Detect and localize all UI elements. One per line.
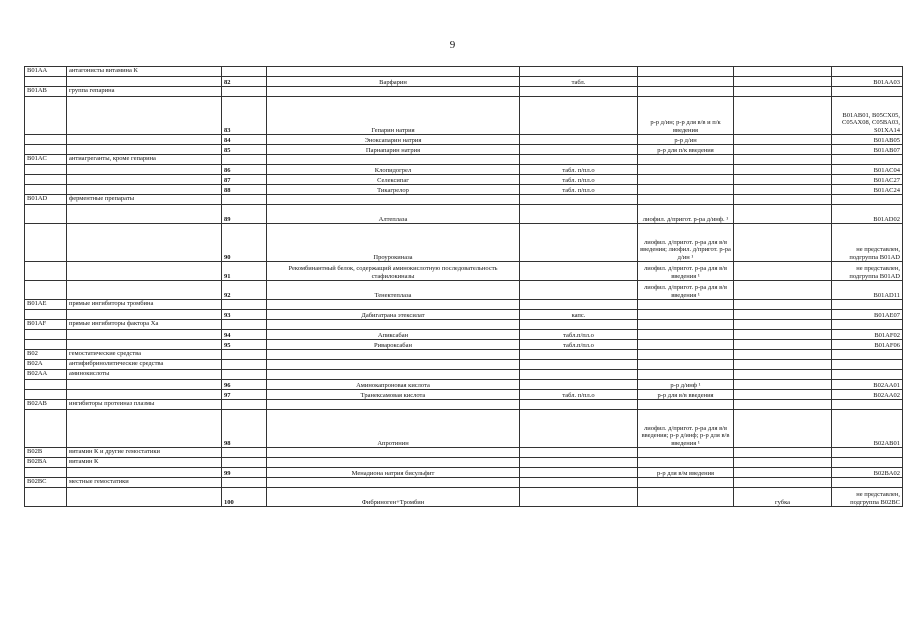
empty-cell [832, 458, 903, 468]
empty-cell [267, 458, 520, 468]
group-name: прямые ингибиторы фактора Ха [67, 320, 222, 330]
drug-row [25, 390, 903, 400]
drug-name: Фибриноген+Тромбин [267, 488, 520, 507]
drug-row [25, 135, 903, 145]
empty-cell [832, 370, 903, 380]
extra-form [734, 135, 832, 145]
category-row [25, 400, 903, 410]
route-form [638, 340, 734, 350]
drug-row [25, 165, 903, 175]
empty-cell [67, 77, 222, 87]
empty-cell [25, 97, 67, 135]
empty-cell [638, 155, 734, 165]
dosage-form [520, 135, 638, 145]
route-form: р-р д/ин [638, 135, 734, 145]
drug-name: Менадиона натрия бисульфит [267, 468, 520, 478]
empty-cell [25, 145, 67, 155]
route-form [638, 488, 734, 507]
drug-row [25, 77, 903, 87]
empty-cell [222, 458, 267, 468]
empty-cell [832, 195, 903, 205]
route-form [638, 310, 734, 320]
drug-number: 83 [222, 97, 267, 135]
empty-cell [638, 87, 734, 97]
drug-number: 84 [222, 135, 267, 145]
atc-code: B02AA02 [832, 390, 903, 400]
empty-cell [222, 320, 267, 330]
route-form [638, 175, 734, 185]
empty-cell [267, 195, 520, 205]
empty-cell [222, 478, 267, 488]
extra-form [734, 468, 832, 478]
route-form: р-р для п/к введения [638, 145, 734, 155]
empty-cell [832, 360, 903, 370]
empty-cell [734, 370, 832, 380]
dosage-form: табл. п/пл.о [520, 390, 638, 400]
empty-cell [638, 300, 734, 310]
empty-cell [25, 175, 67, 185]
dosage-form: табл.п/пл.о [520, 330, 638, 340]
drug-row [25, 262, 903, 281]
dosage-form [520, 145, 638, 155]
drug-number: 95 [222, 340, 267, 350]
atc-group-code: B02AA [25, 370, 67, 380]
empty-cell [520, 350, 638, 360]
extra-form: губка [734, 488, 832, 507]
drug-name: Дабигатрана этексилат [267, 310, 520, 320]
empty-cell [222, 360, 267, 370]
route-form: лиофил. д/пригот. р-ра для в/в введения ¹ [638, 262, 734, 281]
empty-cell [520, 155, 638, 165]
empty-cell [67, 410, 222, 448]
group-name: антифибринолитические средства [67, 360, 222, 370]
drug-name: Ривароксабан [267, 340, 520, 350]
empty-cell [222, 300, 267, 310]
extra-form [734, 310, 832, 320]
category-row [25, 320, 903, 330]
atc-group-code: B02A [25, 360, 67, 370]
empty-cell [638, 350, 734, 360]
dosage-form: табл. п/пл.о [520, 185, 638, 195]
drug-row [25, 175, 903, 185]
route-form: р-р для в/м введения [638, 468, 734, 478]
drug-row [25, 97, 903, 135]
empty-cell [25, 390, 67, 400]
atc-group-code: B01AA [25, 67, 67, 77]
empty-cell [520, 400, 638, 410]
drug-number: 85 [222, 145, 267, 155]
empty-cell [67, 390, 222, 400]
empty-cell [638, 478, 734, 488]
atc-group-code: B01AF [25, 320, 67, 330]
empty-cell [832, 155, 903, 165]
empty-cell [520, 458, 638, 468]
extra-form [734, 175, 832, 185]
drug-name: Тикагрелор [267, 185, 520, 195]
empty-cell [222, 195, 267, 205]
empty-cell [67, 330, 222, 340]
route-form: лиофил. д/пригот. р-ра для в/в введения; лиофил. д/пригот. р-ра д/ин ¹ [638, 224, 734, 262]
extra-form [734, 97, 832, 135]
empty-cell [734, 320, 832, 330]
drug-name: Апиксабан [267, 330, 520, 340]
extra-form [734, 410, 832, 448]
empty-cell [638, 448, 734, 458]
drug-table-body [25, 67, 903, 507]
group-name: антагонисты витамина К [67, 67, 222, 77]
drug-row [25, 488, 903, 507]
empty-cell [222, 370, 267, 380]
atc-group-code: B01AE [25, 300, 67, 310]
empty-cell [734, 400, 832, 410]
drug-number: 100 [222, 488, 267, 507]
empty-cell [25, 340, 67, 350]
empty-cell [222, 87, 267, 97]
empty-cell [25, 488, 67, 507]
dosage-form [520, 488, 638, 507]
empty-cell [25, 380, 67, 390]
empty-cell [25, 135, 67, 145]
empty-cell [734, 67, 832, 77]
route-form [638, 165, 734, 175]
drug-number: 90 [222, 224, 267, 262]
drug-number: 87 [222, 175, 267, 185]
empty-cell [267, 87, 520, 97]
empty-cell [520, 67, 638, 77]
extra-form [734, 281, 832, 300]
drug-row [25, 340, 903, 350]
drug-number: 91 [222, 262, 267, 281]
empty-cell [520, 320, 638, 330]
route-form: лиофил. д/пригот. р-ра для в/в введения; р-р д/инф; р-р для в/в введения ¹ [638, 410, 734, 448]
group-name: витамин К [67, 458, 222, 468]
empty-cell [832, 300, 903, 310]
category-row [25, 360, 903, 370]
dosage-form [520, 97, 638, 135]
category-row [25, 448, 903, 458]
empty-cell [67, 488, 222, 507]
empty-cell [832, 400, 903, 410]
atc-code: B01AB05 [832, 135, 903, 145]
atc-group-code: B02BC [25, 478, 67, 488]
empty-cell [25, 281, 67, 300]
empty-cell [832, 448, 903, 458]
empty-cell [25, 330, 67, 340]
drug-row [25, 310, 903, 320]
atc-code: B01AC04 [832, 165, 903, 175]
atc-code: B02AA01 [832, 380, 903, 390]
drug-name: Рекомбинантный белок, содержащий аминокислотную последовательность стафилокиназы [267, 262, 520, 281]
route-form: лиофил. д/пригот. р-ра для в/в введения ¹ [638, 281, 734, 300]
empty-cell [67, 281, 222, 300]
atc-code: не представлен, подгруппа B02BC [832, 488, 903, 507]
drug-name: Селексипаг [267, 175, 520, 185]
drug-number: 94 [222, 330, 267, 340]
empty-cell [67, 97, 222, 135]
group-name: гемостатические средства [67, 350, 222, 360]
route-form [638, 77, 734, 87]
empty-cell [638, 67, 734, 77]
drug-number: 88 [222, 185, 267, 195]
category-row [25, 458, 903, 468]
dosage-form: капс. [520, 310, 638, 320]
page-number: 9 [449, 39, 456, 51]
empty-cell [25, 77, 67, 87]
dosage-form [520, 410, 638, 448]
group-name: ферментные препараты [67, 195, 222, 205]
empty-cell [267, 320, 520, 330]
empty-cell [734, 360, 832, 370]
group-name: местные гемостатики [67, 478, 222, 488]
atc-group-code: B02AB [25, 400, 67, 410]
empty-cell [734, 478, 832, 488]
empty-cell [520, 360, 638, 370]
atc-code: B02AB01 [832, 410, 903, 448]
drug-row [25, 224, 903, 262]
drug-name: Аминокапроновая кислота [267, 380, 520, 390]
atc-code: B01AF06 [832, 340, 903, 350]
empty-cell [520, 370, 638, 380]
group-name: витамин К и другие гемостатики [67, 448, 222, 458]
dosage-form [520, 380, 638, 390]
drug-name: Апротинин [267, 410, 520, 448]
dosage-form [520, 468, 638, 478]
extra-form [734, 205, 832, 224]
empty-cell [734, 448, 832, 458]
extra-form [734, 330, 832, 340]
empty-cell [25, 185, 67, 195]
empty-cell [734, 458, 832, 468]
empty-cell [832, 87, 903, 97]
drug-name: Парнапарин натрия [267, 145, 520, 155]
extra-form [734, 165, 832, 175]
drug-row [25, 205, 903, 224]
dosage-form: табл. [520, 77, 638, 87]
route-form [638, 330, 734, 340]
drug-row [25, 185, 903, 195]
drug-name: Транексамовая кислота [267, 390, 520, 400]
drug-row [25, 281, 903, 300]
atc-code: B01AE07 [832, 310, 903, 320]
atc-code: B01AC27 [832, 175, 903, 185]
drug-number: 93 [222, 310, 267, 320]
extra-form [734, 380, 832, 390]
extra-form [734, 185, 832, 195]
category-row [25, 87, 903, 97]
empty-cell [638, 195, 734, 205]
empty-cell [638, 458, 734, 468]
empty-cell [67, 165, 222, 175]
drug-name: Проурокиназа [267, 224, 520, 262]
extra-form [734, 77, 832, 87]
empty-cell [734, 155, 832, 165]
empty-cell [222, 448, 267, 458]
empty-cell [25, 262, 67, 281]
atc-code: B02BA02 [832, 468, 903, 478]
drug-table [24, 66, 903, 507]
atc-code: B01AD02 [832, 205, 903, 224]
empty-cell [638, 320, 734, 330]
drug-row [25, 330, 903, 340]
empty-cell [520, 478, 638, 488]
empty-cell [25, 468, 67, 478]
empty-cell [267, 478, 520, 488]
empty-cell [67, 468, 222, 478]
drug-name: Варфарин [267, 77, 520, 87]
extra-form [734, 390, 832, 400]
drug-row [25, 145, 903, 155]
atc-code: B01AF02 [832, 330, 903, 340]
empty-cell [520, 448, 638, 458]
empty-cell [67, 185, 222, 195]
atc-code: B01AC24 [832, 185, 903, 195]
drug-name: Гепарин натрия [267, 97, 520, 135]
dosage-form [520, 262, 638, 281]
empty-cell [520, 87, 638, 97]
empty-cell [267, 370, 520, 380]
empty-cell [832, 350, 903, 360]
dosage-form [520, 205, 638, 224]
empty-cell [267, 400, 520, 410]
drug-number: 86 [222, 165, 267, 175]
empty-cell [25, 310, 67, 320]
group-name: прямые ингибиторы тромбина [67, 300, 222, 310]
extra-form [734, 262, 832, 281]
empty-cell [267, 448, 520, 458]
empty-cell [67, 175, 222, 185]
atc-group-code: B01AB [25, 87, 67, 97]
atc-group-code: B01AD [25, 195, 67, 205]
route-form: р-р д/ин; р-р для в/в и п/к введения [638, 97, 734, 135]
empty-cell [222, 155, 267, 165]
empty-cell [734, 195, 832, 205]
drug-number: 98 [222, 410, 267, 448]
empty-cell [222, 67, 267, 77]
category-row [25, 370, 903, 380]
dosage-form: табл.п/пл.о [520, 340, 638, 350]
empty-cell [267, 350, 520, 360]
drug-name: Тенектеплаза [267, 281, 520, 300]
atc-code: не представлен, подгруппа B01AD [832, 262, 903, 281]
dosage-form [520, 281, 638, 300]
empty-cell [25, 165, 67, 175]
route-form: р-р для в/в введения [638, 390, 734, 400]
drug-name: Эноксапарин натрия [267, 135, 520, 145]
empty-cell [67, 380, 222, 390]
empty-cell [638, 400, 734, 410]
empty-cell [267, 67, 520, 77]
atc-code: B01AB07 [832, 145, 903, 155]
empty-cell [67, 310, 222, 320]
empty-cell [67, 224, 222, 262]
drug-number: 82 [222, 77, 267, 87]
empty-cell [520, 195, 638, 205]
dosage-form [520, 224, 638, 262]
atc-group-code: B02 [25, 350, 67, 360]
drug-number: 96 [222, 380, 267, 390]
empty-cell [734, 350, 832, 360]
empty-cell [638, 360, 734, 370]
extra-form [734, 145, 832, 155]
drug-name: Алтеплаза [267, 205, 520, 224]
category-row [25, 350, 903, 360]
dosage-form: табл. п/пл.о [520, 165, 638, 175]
route-form [638, 185, 734, 195]
drug-row [25, 410, 903, 448]
drug-row [25, 380, 903, 390]
atc-code: B01AA03 [832, 77, 903, 87]
extra-form [734, 340, 832, 350]
empty-cell [67, 135, 222, 145]
empty-cell [267, 155, 520, 165]
route-form: лиофил. д/пригот. р-ра д/инф. ¹ [638, 205, 734, 224]
group-name: ингибиторы протеиназ плазмы [67, 400, 222, 410]
atc-group-code: B02BA [25, 458, 67, 468]
empty-cell [832, 67, 903, 77]
drug-name: Клопидогрел [267, 165, 520, 175]
atc-code: B01AD11 [832, 281, 903, 300]
empty-cell [67, 340, 222, 350]
group-name: группа гепарина [67, 87, 222, 97]
category-row [25, 155, 903, 165]
empty-cell [222, 400, 267, 410]
drug-number: 89 [222, 205, 267, 224]
empty-cell [267, 300, 520, 310]
empty-cell [67, 262, 222, 281]
extra-form [734, 224, 832, 262]
atc-group-code: B02B [25, 448, 67, 458]
atc-group-code: B01AC [25, 155, 67, 165]
empty-cell [734, 300, 832, 310]
empty-cell [734, 87, 832, 97]
group-name: аминокислоты [67, 370, 222, 380]
empty-cell [638, 370, 734, 380]
atc-code: B01AB01, B05CX05, C05AX08, C05BA03, S01XA14 [832, 97, 903, 135]
drug-number: 99 [222, 468, 267, 478]
category-row [25, 478, 903, 488]
atc-code: не представлен, подгруппа B01AD [832, 224, 903, 262]
drug-number: 92 [222, 281, 267, 300]
group-name: антиагреганты, кроме гепарина [67, 155, 222, 165]
dosage-form: табл. п/пл.о [520, 175, 638, 185]
route-form: р-р д/инф ¹ [638, 380, 734, 390]
category-row [25, 300, 903, 310]
empty-cell [25, 224, 67, 262]
category-row [25, 195, 903, 205]
empty-cell [267, 360, 520, 370]
empty-cell [67, 145, 222, 155]
empty-cell [67, 205, 222, 224]
empty-cell [25, 410, 67, 448]
empty-cell [832, 320, 903, 330]
empty-cell [520, 300, 638, 310]
empty-cell [25, 205, 67, 224]
empty-cell [832, 478, 903, 488]
empty-cell [222, 350, 267, 360]
drug-row [25, 468, 903, 478]
category-row [25, 67, 903, 77]
drug-number: 97 [222, 390, 267, 400]
